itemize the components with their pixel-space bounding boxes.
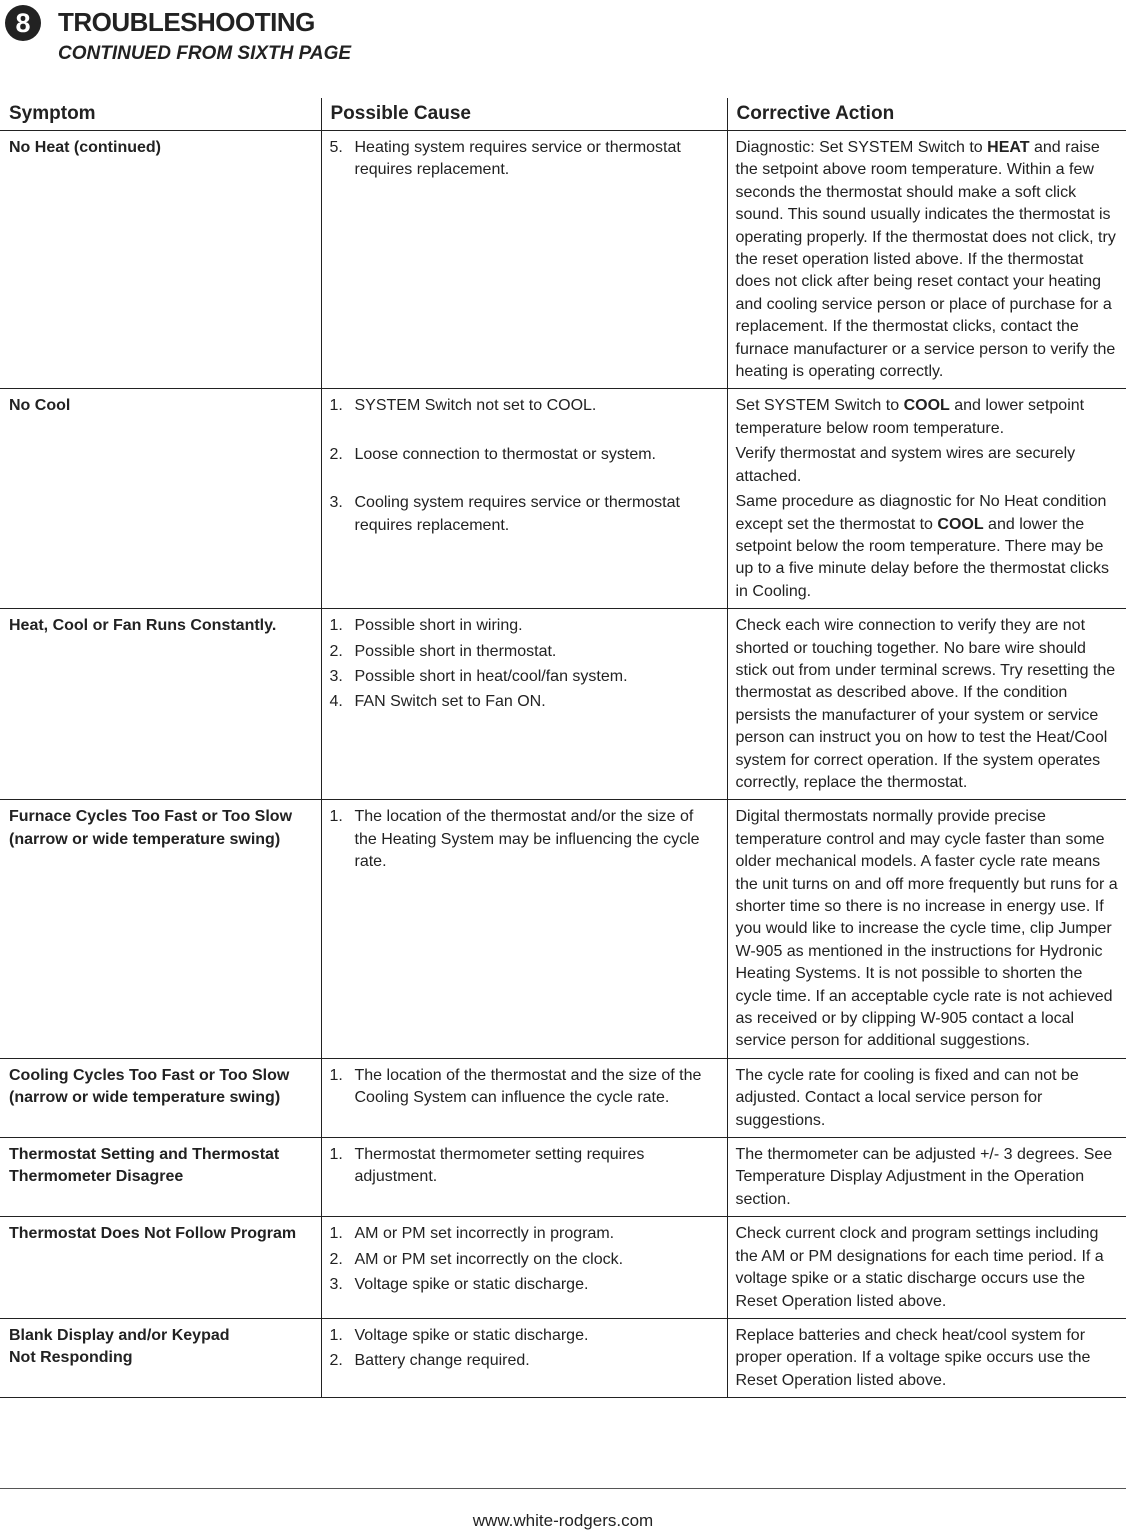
possible-cause-cell <box>321 131 727 389</box>
cause-number: 1. <box>329 397 343 415</box>
corrective-action-cell <box>727 609 1126 800</box>
symptom-cell <box>0 1217 321 1319</box>
symptom-text: Not Responding <box>9 1349 133 1367</box>
corrective-action-cell <box>727 389 1126 609</box>
symptom-cell <box>0 1058 321 1137</box>
action-paragraph <box>736 1223 1121 1313</box>
cause-item <box>330 1144 719 1189</box>
cause-number: 2. <box>329 1250 343 1268</box>
corrective-action-cell <box>727 800 1126 1058</box>
cause-text: AM or PM set incorrectly on the clock. <box>354 1250 624 1268</box>
cause-list <box>330 1223 719 1296</box>
symptom-cell <box>0 389 321 609</box>
action-emphasis: HEAT <box>987 139 1030 156</box>
symptom-text: Blank Display and/or Keypad <box>9 1326 230 1344</box>
table-header-row <box>0 98 1126 131</box>
action-paragraph <box>736 1065 1121 1132</box>
table-row <box>0 1138 1126 1217</box>
cause-list <box>330 395 719 537</box>
action-emphasis: COOL <box>903 397 950 415</box>
action-text: Same procedure as diagnostic for No Heat condition except set the thermostat to <box>735 493 1107 533</box>
table-row <box>0 131 1126 389</box>
cause-number: 1. <box>329 1326 343 1344</box>
symptom-cell <box>0 1318 321 1397</box>
symptom-cell <box>0 1138 321 1217</box>
column-header-symptom: Symptom <box>0 98 321 131</box>
cause-item <box>330 395 719 417</box>
action-emphasis: COOL <box>937 515 984 533</box>
cause-text: Possible short in wiring. <box>354 617 523 635</box>
column-header-corrective-action: Corrective Action <box>736 103 895 124</box>
symptom-cell <box>0 131 321 389</box>
symptom-text: Thermostat Does Not Follow Program <box>9 1225 297 1243</box>
table-row <box>0 1318 1126 1397</box>
cause-item <box>330 1223 719 1245</box>
action-text: The cycle rate for cooling is fixed and can not be adjusted. Contact a local service person for suggestions. <box>735 1066 1079 1129</box>
cause-item <box>330 641 719 663</box>
cause-number: 3. <box>329 494 343 512</box>
cause-list <box>330 1144 719 1189</box>
action-text: Replace batteries and check heat/cool system for proper operation. If a voltage spike occurs use the Reset Operation listed above. <box>735 1326 1091 1389</box>
cause-text: Possible short in heat/cool/fan system. <box>354 667 628 685</box>
cause-text: Battery change required. <box>354 1352 530 1370</box>
action-paragraph <box>736 1144 1121 1211</box>
cause-item <box>330 691 719 713</box>
action-text: The thermometer can be adjusted +/- 3 degrees. See Temperature Display Adjustment in the Operation section. <box>735 1146 1113 1208</box>
action-text: Check each wire connection to verify they are not shorted or touching together. No bare wire should stick out from under terminal screws. Try resetting the thermostat as described above. If the condition persists the manufacturer of your system or service person can instruct you on how to test the Heat/Cool system for correct operation. If the system operates correctly, replace the thermostat. <box>735 617 1116 791</box>
cause-number: 2. <box>329 642 343 660</box>
cause-text: AM or PM set incorrectly in program. <box>354 1225 615 1243</box>
cause-text: FAN Switch set to Fan ON. <box>354 693 546 711</box>
possible-cause-cell <box>321 1058 727 1137</box>
footer-website: www.white-rodgers.com <box>472 1511 654 1530</box>
table-row <box>0 1217 1126 1319</box>
cause-number: 5. <box>329 139 343 156</box>
cause-text: The location of the thermostat and/or the size of the Heating System may be influencing the cycle rate. <box>354 808 700 871</box>
page-header <box>0 0 1126 70</box>
action-paragraph <box>736 1325 1121 1392</box>
cause-item <box>330 492 719 537</box>
cause-list <box>330 137 719 182</box>
cause-number: 1. <box>329 617 343 635</box>
table-row <box>0 609 1126 800</box>
symptom-text: Cooling Cycles Too Fast or Too Slow <box>9 1066 290 1084</box>
possible-cause-cell <box>321 800 727 1058</box>
symptom-text: Heat, Cool or Fan Runs Constantly. <box>9 617 277 635</box>
symptom-cell <box>0 609 321 800</box>
cause-item <box>330 444 719 466</box>
possible-cause-cell <box>321 1138 727 1217</box>
cause-item <box>330 1325 719 1347</box>
cause-item <box>330 1065 719 1110</box>
action-text: and lower setpoint temperature below room temperature. <box>735 397 1085 437</box>
action-text: Digital thermostats normally provide precise temperature control and may cycle faster than some older mechanical models. A faster cycle rate means the unit turns on and off more frequently but runs for a shorter time so there is no increase in energy use. If you would like to increase the cycle time, clip Jumper W-905 as mentioned in the instructions for Hydronic Heating Systems. It is not possible to shorten the cycle time. If an acceptable cycle rate is not achieved as received or by clipping W-905 contact a local service person for additional suggestions. <box>735 808 1118 1050</box>
cause-text: Thermostat thermometer setting requires adjustment. <box>354 1146 645 1186</box>
cause-number: 1. <box>329 1146 343 1164</box>
action-text: and raise the setpoint above room temperature. Within a few seconds the thermostat should make a soft click sound. This sound usually indicates the thermostat is operating properly. If the thermostat does not click, try the reset operation listed above. If the thermostat does not click after being reset contact your heating and cooling service person or place of purchase for a replacement. If the thermostat clicks, contact the furnace manufacturer or a service person to verify the heating is operating correctly. <box>735 139 1116 381</box>
corrective-action-cell <box>727 1138 1126 1217</box>
action-paragraph <box>736 443 1121 488</box>
table-row <box>0 800 1126 1058</box>
cause-number: 1. <box>329 1066 343 1084</box>
corrective-action-cell <box>727 1058 1126 1137</box>
symptom-text: No Cool <box>9 397 71 415</box>
symptom-text: Furnace Cycles Too Fast or Too Slow <box>9 808 293 826</box>
possible-cause-cell <box>321 1318 727 1397</box>
symptom-text: Thermometer Disagree <box>9 1168 184 1186</box>
symptom-text: No Heat (continued) <box>9 139 161 156</box>
cause-item <box>330 1249 719 1271</box>
corrective-action-cell <box>727 1217 1126 1319</box>
cause-item <box>330 615 719 637</box>
symptom-text: Thermostat Setting and Thermostat <box>9 1146 280 1164</box>
action-text: Diagnostic: Set SYSTEM Switch to <box>735 139 988 156</box>
corrective-action-cell <box>727 1318 1126 1397</box>
symptom-cell <box>0 800 321 1058</box>
possible-cause-cell <box>321 389 727 609</box>
action-paragraph <box>736 395 1121 440</box>
symptom-text: (narrow or wide temperature swing) <box>9 1089 281 1107</box>
cause-number: 1. <box>329 808 343 826</box>
cause-item <box>330 666 719 688</box>
corrective-action-cell <box>727 131 1126 389</box>
cause-list <box>330 806 719 873</box>
cause-text: Voltage spike or static discharge. <box>354 1276 589 1294</box>
cause-text: Loose connection to thermostat or system. <box>354 445 656 463</box>
cause-item <box>330 137 719 182</box>
cause-list <box>330 1325 719 1373</box>
action-text: and lower the setpoint below the room temperature. There may be up to a five minute delay before the thermostat clicks in Cooling. <box>735 515 1110 600</box>
action-paragraph <box>736 137 1121 383</box>
footer-divider <box>0 1488 1126 1489</box>
cause-text: SYSTEM Switch not set to COOL. <box>354 397 597 415</box>
cause-list <box>330 615 719 714</box>
action-text: Set SYSTEM Switch to <box>735 397 904 415</box>
cause-number: 4. <box>329 693 343 711</box>
cause-number: 3. <box>329 1276 343 1294</box>
table-row <box>0 389 1126 609</box>
cause-item <box>330 1274 719 1296</box>
cause-text: Voltage spike or static discharge. <box>354 1326 589 1344</box>
section-number-badge: 8 <box>5 5 41 41</box>
cause-text: The location of the thermostat and the size of the Cooling System can influence the cycle rate. <box>354 1066 702 1107</box>
action-paragraph <box>736 615 1121 794</box>
cause-number: 2. <box>329 1352 343 1370</box>
cause-text: Possible short in thermostat. <box>354 642 557 660</box>
troubleshooting-table <box>0 98 1126 1398</box>
table-row <box>0 1058 1126 1137</box>
action-paragraph <box>736 491 1121 603</box>
cause-text: Cooling system requires service or thermostat requires replacement. <box>354 494 680 534</box>
cause-number: 2. <box>329 445 343 463</box>
cause-number: 1. <box>329 1225 343 1243</box>
cause-number: 3. <box>329 667 343 685</box>
cause-list <box>330 1065 719 1110</box>
cause-text: Heating system requires service or thermostat requires replacement. <box>354 139 681 179</box>
page-title: TROUBLESHOOTING <box>58 7 315 37</box>
symptom-text: (narrow or wide temperature swing) <box>9 830 281 848</box>
page-subtitle: CONTINUED FROM SIXTH PAGE <box>58 43 352 64</box>
possible-cause-cell <box>321 1217 727 1319</box>
action-text: Check current clock and program settings including the AM or PM designations for each time period. If a voltage spike or a static discharge occurs use the Reset Operation listed above. <box>735 1225 1104 1310</box>
action-paragraph <box>736 806 1121 1052</box>
table-body <box>0 131 1126 1398</box>
action-text: Verify thermostat and system wires are securely attached. <box>735 445 1076 485</box>
column-header-possible-cause: Possible Cause <box>321 98 727 131</box>
possible-cause-cell <box>321 609 727 800</box>
cause-item <box>330 806 719 873</box>
cause-item <box>330 1350 719 1372</box>
